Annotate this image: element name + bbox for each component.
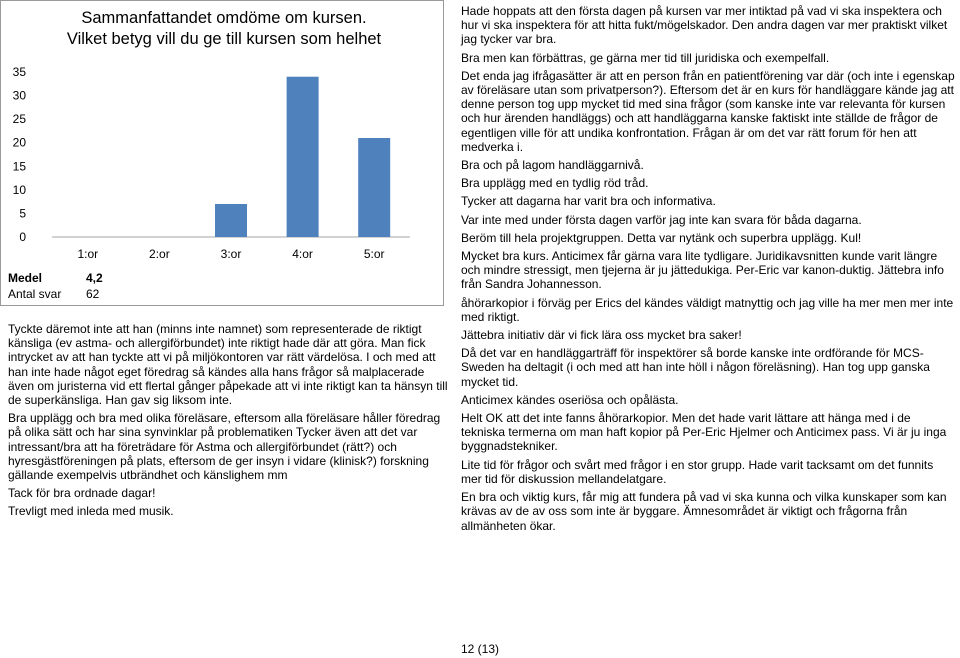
count-value: 62 <box>86 287 100 301</box>
y-tick-label: 35 <box>12 65 26 79</box>
stats-row-mean <box>8 270 126 286</box>
comment-paragraph: Beröm till hela projektgruppen. Detta var nytänk och superbra upplägg. Kul! <box>461 230 862 245</box>
comment-paragraph: Då det var en handläggarträff för inspektörer så borde kanske inte ordförande för MCS-Sweden ha deltagit (i och med att han inte höll i någon föreläsning). Han tog upp ganska mycket tid. <box>461 346 930 389</box>
x-tick-label: 4:or <box>292 247 313 261</box>
x-tick-label: 3:or <box>220 247 242 261</box>
comment-paragraph: En bra och viktig kurs, får mig att fundera på vad vi ska kunna och vilka kunskaper som kan krävas av de av oss som inte är byggare. Ämnesområdet är viktigt och frågorna från allmänheten ökar. <box>461 490 947 533</box>
comment-paragraph: Bra men kan förbättras, ge gärna mer tid till juridiska och exempelfall. <box>461 50 830 65</box>
bar <box>215 204 247 237</box>
comment-paragraph: Tyckte däremot inte att han (minns inte namnet) som representerade de riktigt känsliga (ev astma- och allergiförbundet) inte riktigt hade där att göra. Man fick intrycket av att han tyckte att vi på miljökontoren var rätt värdelösa. I och med att han inte hade något eget föredrag så kändes alla hans frågor så malplacerade även om juristerna vid ett flertal gånger påpekade att vi inte riktigt kan ta hänsyn till de superkänsliga. Han gav sig liksom inte. <box>8 322 448 408</box>
bar <box>287 77 319 237</box>
y-tick-label: 5 <box>19 206 26 221</box>
x-tick-label: 1:or <box>77 247 99 261</box>
comment-paragraph: Bra upplägg med en tydlig röd tråd. <box>461 176 649 191</box>
comment-paragraph: Bra och på lagom handläggarnivå. <box>461 158 644 173</box>
comment-paragraph: Mycket bra kurs. Anticimex får gärna vara lite tydligare. Juridikavsnitten kunde varit längre och mindre stressigt, men tjejerna är ju jättedukiga. Per-Eric var kanon-duktig. Jättebra info från Sandra Johannesson. <box>461 249 944 292</box>
comment-paragraph: Anticimex kändes oseriösa och opålästa. <box>461 392 679 407</box>
bar-chart <box>0 0 444 306</box>
stats-block <box>8 270 126 302</box>
left-column <box>0 0 452 540</box>
y-tick-label: 0 <box>19 230 26 244</box>
comment-paragraph: Tack för bra ordnade dagar! <box>8 486 156 501</box>
page-number: 12 (13) <box>460 642 500 656</box>
comment-paragraph: Var inte med under första dagen varför jag inte kan svara för båda dagarna. <box>461 212 862 227</box>
comment-paragraph: Jättebra initiativ där vi fick lära oss mycket bra saker! <box>461 328 742 343</box>
comment-paragraph: Det enda jag ifrågasätter är att en person från en patientförening var där (och inte i egenskap av föreläsare utan som privatperson?). Eftersom det är en kurs för handläggare kände jag att denne person tog upp mycket tid med sina frågor (som kanske inte var relevanta för kursen och hur ärenden handläggs) och att handläggarna kanske faktiskt inte ställde de frågor de egentligen ville för att undika konfrontation. Frågan är om det var rätt forum för hen att medverka i. <box>461 68 955 154</box>
bar <box>358 138 390 237</box>
mean-value: 4,2 <box>86 271 103 285</box>
y-tick-label: 15 <box>12 159 26 174</box>
y-tick-label: 30 <box>12 88 26 103</box>
y-tick-label: 25 <box>12 112 26 127</box>
y-tick-label: 10 <box>12 182 26 197</box>
x-tick-label: 5:or <box>363 247 385 261</box>
left-comments <box>8 322 448 523</box>
comment-paragraph: Lite tid för frågor och svårt med frågor i en stor grupp. Hade varit tacksamt om det funnits mer tid för diskussion mellandelatgare. <box>461 457 934 486</box>
comment-paragraph: Trevligt med inleda med musik. <box>8 504 174 519</box>
comment-paragraph: Bra upplägg och bra med olika föreläsare, eftersom alla föreläsare håller föredrag på olika sätt och har sina synvinklar på problematiken Tycker även att det var intressant/bra att ha företrädare för Astma och allergiförbundet (rätt?) och hyresgästföreningen på plats, eftersom de ger insyn i vidare (klinisk?) forskning gällande exempelvis utbrändhet och känslighem mm <box>8 411 441 483</box>
count-label: Antal svar <box>8 287 62 301</box>
chart-title: Sammanfattandet omdöme om kursen. Vilket betyg vill du ge till kursen som helhet <box>66 9 382 48</box>
comment-paragraph: Tycker att dagarna har varit bra och informativa. <box>461 194 716 209</box>
right-comments <box>461 4 955 537</box>
comment-paragraph: Helt OK att det inte fanns åhörarkopior. Men det hade varit lättare att hänga med i de tekniska termerna om man haft kopior på Per-Eric Hjelmer och Anticimex pass. Vi är ju inga byggnadstekniker. <box>461 411 947 454</box>
y-tick-label: 20 <box>12 135 26 150</box>
x-tick-label: 2:or <box>149 247 170 261</box>
comment-paragraph: Hade hoppats att den första dagen på kursen var mer intiktad på vad vi ska inspektera och hur vi ska inspektera för att hitta fukt/mögelskador. Den andra dagen var mer praktiskt vilket jag tycker var bra. <box>461 4 948 47</box>
mean-label: Medel <box>8 271 43 285</box>
comment-paragraph: åhörarkopior i förväg per Erics del kändes väldigt matnyttig och jag ville ha mer men mer inte med riktigt. <box>461 295 954 324</box>
stats-row-count <box>8 286 126 302</box>
